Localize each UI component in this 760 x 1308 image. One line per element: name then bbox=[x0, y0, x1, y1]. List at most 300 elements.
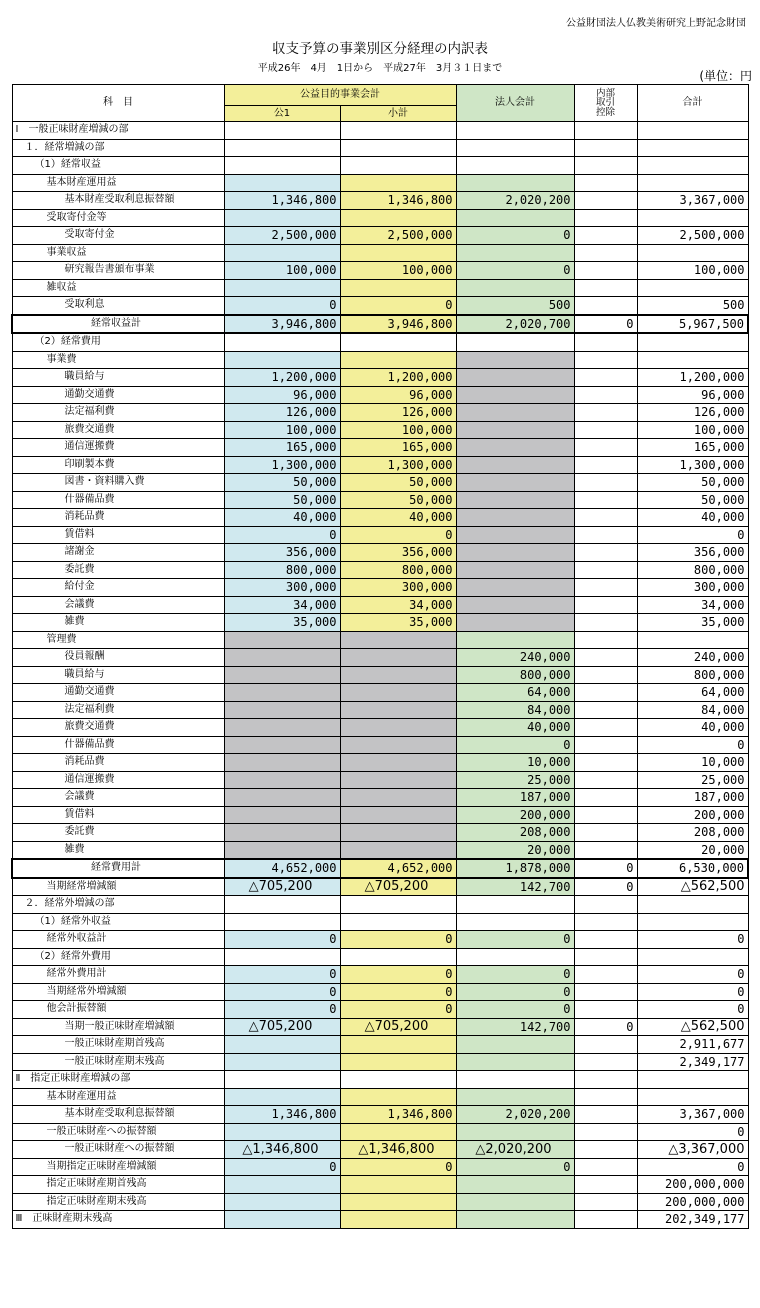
cell-corporate: 240,000 bbox=[456, 649, 574, 667]
header-corporate-account: 法人会計 bbox=[456, 85, 574, 122]
row-label: 一般正味財産への振替額 bbox=[12, 1141, 224, 1159]
cell-public-1: 165,000 bbox=[224, 439, 340, 457]
table-row bbox=[12, 824, 748, 842]
cell-subtotal: 165,000 bbox=[340, 439, 456, 457]
cell-corporate bbox=[456, 122, 574, 140]
cell-internal-elimination bbox=[574, 1088, 637, 1106]
table-row bbox=[12, 579, 748, 597]
cell-subtotal bbox=[340, 139, 456, 157]
cell-subtotal bbox=[340, 333, 456, 351]
cell-total: △562,500 bbox=[637, 878, 748, 896]
cell-subtotal bbox=[340, 1071, 456, 1089]
cell-public-1 bbox=[224, 719, 340, 737]
cell-subtotal bbox=[340, 754, 456, 772]
cell-public-1 bbox=[224, 649, 340, 667]
cell-subtotal bbox=[340, 913, 456, 931]
cell-total bbox=[637, 157, 748, 175]
row-label: 旅費交通費 bbox=[12, 719, 224, 737]
cell-total: 0 bbox=[637, 1001, 748, 1019]
table-row bbox=[12, 1106, 748, 1124]
cell-internal-elimination bbox=[574, 1001, 637, 1019]
cell-total: 100,000 bbox=[637, 421, 748, 439]
cell-subtotal bbox=[340, 736, 456, 754]
cell-subtotal: 126,000 bbox=[340, 404, 456, 422]
cell-subtotal: 0 bbox=[340, 966, 456, 984]
cell-corporate: 200,000 bbox=[456, 806, 574, 824]
row-label: 法定福利費 bbox=[12, 701, 224, 719]
cell-total: 500 bbox=[637, 297, 748, 315]
cell-total: 2,500,000 bbox=[637, 227, 748, 245]
cell-internal-elimination bbox=[574, 297, 637, 315]
table-row bbox=[12, 859, 748, 878]
cell-subtotal bbox=[340, 279, 456, 297]
cell-subtotal: 0 bbox=[340, 526, 456, 544]
cell-public-1 bbox=[224, 1053, 340, 1071]
cell-public-1 bbox=[224, 824, 340, 842]
cell-internal-elimination bbox=[574, 209, 637, 227]
cell-internal-elimination bbox=[574, 439, 637, 457]
cell-public-1: 4,652,000 bbox=[224, 859, 340, 878]
cell-public-1 bbox=[224, 666, 340, 684]
cell-subtotal: 100,000 bbox=[340, 421, 456, 439]
cell-corporate: 20,000 bbox=[456, 841, 574, 859]
table-body bbox=[12, 122, 748, 1229]
cell-total: 35,000 bbox=[637, 614, 748, 632]
cell-total bbox=[637, 351, 748, 369]
cell-subtotal bbox=[340, 631, 456, 649]
header-subject: 科 目 bbox=[12, 85, 224, 122]
row-label: ２．経常外増減の部 bbox=[12, 896, 224, 914]
cell-internal-elimination bbox=[574, 1211, 637, 1229]
cell-internal-elimination bbox=[574, 913, 637, 931]
row-label: 一般正味財産への振替額 bbox=[12, 1123, 224, 1141]
cell-corporate: 208,000 bbox=[456, 824, 574, 842]
table-row bbox=[12, 719, 748, 737]
row-label: 諸謝金 bbox=[12, 544, 224, 562]
row-label: 当期経常増減額 bbox=[12, 878, 224, 896]
cell-total: 800,000 bbox=[637, 561, 748, 579]
table-row bbox=[12, 1211, 748, 1229]
row-label: 賃借料 bbox=[12, 526, 224, 544]
cell-subtotal: 1,346,800 bbox=[340, 1106, 456, 1124]
cell-subtotal: 356,000 bbox=[340, 544, 456, 562]
cell-corporate: 0 bbox=[456, 227, 574, 245]
row-label: 給付金 bbox=[12, 579, 224, 597]
row-label: 基本財産運用益 bbox=[12, 174, 224, 192]
row-label: Ⅰ 一般正味財産増減の部 bbox=[12, 122, 224, 140]
cell-public-1: 1,300,000 bbox=[224, 456, 340, 474]
cell-corporate: 500 bbox=[456, 297, 574, 315]
table-row bbox=[12, 456, 748, 474]
table-row bbox=[12, 333, 748, 351]
cell-corporate bbox=[456, 404, 574, 422]
cell-total: △562,500 bbox=[637, 1018, 748, 1036]
cell-public-1 bbox=[224, 209, 340, 227]
cell-public-1: 800,000 bbox=[224, 561, 340, 579]
row-label: 法定福利費 bbox=[12, 404, 224, 422]
cell-internal-elimination bbox=[574, 1106, 637, 1124]
cell-public-1: 0 bbox=[224, 297, 340, 315]
cell-corporate bbox=[456, 456, 574, 474]
cell-internal-elimination: 0 bbox=[574, 1018, 637, 1036]
table-row bbox=[12, 878, 748, 896]
cell-public-1: △705,200 bbox=[224, 878, 340, 896]
cell-public-1 bbox=[224, 333, 340, 351]
cell-corporate: 800,000 bbox=[456, 666, 574, 684]
table-row bbox=[12, 1158, 748, 1176]
header-internal-elimination: 内部 取引 控除 bbox=[574, 85, 637, 122]
cell-public-1: 300,000 bbox=[224, 579, 340, 597]
row-label: 経常外費用計 bbox=[12, 966, 224, 984]
cell-internal-elimination bbox=[574, 157, 637, 175]
cell-public-1 bbox=[224, 244, 340, 262]
cell-corporate bbox=[456, 509, 574, 527]
table-row bbox=[12, 596, 748, 614]
cell-public-1 bbox=[224, 1036, 340, 1054]
cell-corporate bbox=[456, 596, 574, 614]
cell-total: 0 bbox=[637, 966, 748, 984]
cell-corporate: 0 bbox=[456, 1158, 574, 1176]
cell-public-1 bbox=[224, 1088, 340, 1106]
cell-public-1 bbox=[224, 1071, 340, 1089]
table-row bbox=[12, 806, 748, 824]
cell-subtotal bbox=[340, 701, 456, 719]
cell-public-1: 126,000 bbox=[224, 404, 340, 422]
cell-total: 34,000 bbox=[637, 596, 748, 614]
table-row bbox=[12, 754, 748, 772]
cell-public-1: 0 bbox=[224, 1158, 340, 1176]
cell-corporate bbox=[456, 174, 574, 192]
cell-corporate bbox=[456, 474, 574, 492]
unit-label: (単位：円 bbox=[699, 69, 752, 83]
table-row bbox=[12, 1018, 748, 1036]
cell-subtotal: 0 bbox=[340, 931, 456, 949]
cell-public-1 bbox=[224, 841, 340, 859]
cell-internal-elimination bbox=[574, 931, 637, 949]
cell-subtotal bbox=[340, 896, 456, 914]
cell-internal-elimination bbox=[574, 139, 637, 157]
cell-public-1 bbox=[224, 754, 340, 772]
table-row bbox=[12, 209, 748, 227]
cell-internal-elimination bbox=[574, 1071, 637, 1089]
cell-corporate bbox=[456, 896, 574, 914]
cell-subtotal: 800,000 bbox=[340, 561, 456, 579]
cell-corporate: 40,000 bbox=[456, 719, 574, 737]
row-label: 受取寄付金等 bbox=[12, 209, 224, 227]
table-row bbox=[12, 1001, 748, 1019]
cell-total: 1,300,000 bbox=[637, 456, 748, 474]
cell-public-1: △705,200 bbox=[224, 1018, 340, 1036]
cell-total bbox=[637, 1088, 748, 1106]
cell-total bbox=[637, 333, 748, 351]
cell-internal-elimination bbox=[574, 1053, 637, 1071]
cell-public-1: 100,000 bbox=[224, 421, 340, 439]
row-label: 経常収益計 bbox=[12, 315, 224, 334]
cell-total: 165,000 bbox=[637, 439, 748, 457]
cell-total bbox=[637, 244, 748, 262]
row-label: 通勤交通費 bbox=[12, 386, 224, 404]
cell-public-1 bbox=[224, 351, 340, 369]
row-label: 受取寄付金 bbox=[12, 227, 224, 245]
cell-subtotal: 50,000 bbox=[340, 474, 456, 492]
cell-public-1 bbox=[224, 174, 340, 192]
cell-total: △3,367,000 bbox=[637, 1141, 748, 1159]
table-row bbox=[12, 666, 748, 684]
row-label: 経常外収益計 bbox=[12, 931, 224, 949]
cell-total: 2,349,177 bbox=[637, 1053, 748, 1071]
cell-total: 84,000 bbox=[637, 701, 748, 719]
cell-total: 6,530,000 bbox=[637, 859, 748, 878]
cell-internal-elimination bbox=[574, 262, 637, 280]
cell-subtotal bbox=[340, 771, 456, 789]
table-row bbox=[12, 244, 748, 262]
table-row bbox=[12, 631, 748, 649]
row-label: 通信運搬費 bbox=[12, 439, 224, 457]
cell-subtotal: 3,946,800 bbox=[340, 315, 456, 334]
cell-internal-elimination bbox=[574, 386, 637, 404]
cell-total: 50,000 bbox=[637, 474, 748, 492]
row-label: 役員報酬 bbox=[12, 649, 224, 667]
row-label: １．経常増減の部 bbox=[12, 139, 224, 157]
table-row bbox=[12, 614, 748, 632]
cell-internal-elimination bbox=[574, 474, 637, 492]
cell-public-1 bbox=[224, 157, 340, 175]
table-row bbox=[12, 841, 748, 859]
cell-corporate: 0 bbox=[456, 966, 574, 984]
row-label: 当期指定正味財産増減額 bbox=[12, 1158, 224, 1176]
table-row bbox=[12, 351, 748, 369]
table-row bbox=[12, 948, 748, 966]
cell-public-1: 50,000 bbox=[224, 474, 340, 492]
header-subtotal: 小計 bbox=[340, 106, 456, 122]
cell-corporate: 1,878,000 bbox=[456, 859, 574, 878]
cell-corporate: 84,000 bbox=[456, 701, 574, 719]
cell-public-1 bbox=[224, 631, 340, 649]
cell-corporate bbox=[456, 421, 574, 439]
row-label: 職員給与 bbox=[12, 666, 224, 684]
table-row bbox=[12, 192, 748, 210]
cell-subtotal bbox=[340, 841, 456, 859]
cell-subtotal: 35,000 bbox=[340, 614, 456, 632]
row-label: 指定正味財産期首残高 bbox=[12, 1176, 224, 1194]
cell-internal-elimination bbox=[574, 333, 637, 351]
cell-total: 300,000 bbox=[637, 579, 748, 597]
cell-internal-elimination bbox=[574, 841, 637, 859]
table-row bbox=[12, 279, 748, 297]
cell-corporate bbox=[456, 333, 574, 351]
cell-internal-elimination bbox=[574, 948, 637, 966]
table-row bbox=[12, 262, 748, 280]
cell-internal-elimination bbox=[574, 631, 637, 649]
cell-total: 96,000 bbox=[637, 386, 748, 404]
table-row bbox=[12, 931, 748, 949]
cell-public-1: 35,000 bbox=[224, 614, 340, 632]
cell-public-1: 50,000 bbox=[224, 491, 340, 509]
cell-total: 0 bbox=[637, 1123, 748, 1141]
cell-total: 3,367,000 bbox=[637, 1106, 748, 1124]
table-row bbox=[12, 157, 748, 175]
cell-internal-elimination bbox=[574, 719, 637, 737]
cell-public-1 bbox=[224, 806, 340, 824]
table-row bbox=[12, 1053, 748, 1071]
table-row bbox=[12, 544, 748, 562]
cell-total: 126,000 bbox=[637, 404, 748, 422]
row-label: 通信運搬費 bbox=[12, 771, 224, 789]
cell-corporate: 0 bbox=[456, 983, 574, 1001]
cell-corporate bbox=[456, 1053, 574, 1071]
cell-total: 64,000 bbox=[637, 684, 748, 702]
cell-subtotal bbox=[340, 1088, 456, 1106]
cell-internal-elimination bbox=[574, 122, 637, 140]
cell-internal-elimination bbox=[574, 1123, 637, 1141]
cell-internal-elimination bbox=[574, 1158, 637, 1176]
row-label: 一般正味財産期首残高 bbox=[12, 1036, 224, 1054]
cell-corporate bbox=[456, 244, 574, 262]
cell-total: 200,000 bbox=[637, 806, 748, 824]
cell-corporate bbox=[456, 279, 574, 297]
cell-corporate bbox=[456, 561, 574, 579]
cell-subtotal bbox=[340, 122, 456, 140]
row-label: 印刷製本費 bbox=[12, 456, 224, 474]
cell-corporate bbox=[456, 1071, 574, 1089]
row-label: 事業費 bbox=[12, 351, 224, 369]
cell-subtotal bbox=[340, 1123, 456, 1141]
cell-corporate bbox=[456, 1211, 574, 1229]
cell-subtotal bbox=[340, 1176, 456, 1194]
cell-subtotal bbox=[340, 948, 456, 966]
cell-internal-elimination bbox=[574, 966, 637, 984]
table-row bbox=[12, 1036, 748, 1054]
cell-total: 5,967,500 bbox=[637, 315, 748, 334]
row-label: （1）経常外収益 bbox=[12, 913, 224, 931]
cell-subtotal: 1,346,800 bbox=[340, 192, 456, 210]
cell-corporate: 187,000 bbox=[456, 789, 574, 807]
row-label: 委託費 bbox=[12, 824, 224, 842]
cell-corporate bbox=[456, 948, 574, 966]
cell-public-1 bbox=[224, 1211, 340, 1229]
cell-subtotal: 2,500,000 bbox=[340, 227, 456, 245]
cell-public-1: 34,000 bbox=[224, 596, 340, 614]
cell-public-1 bbox=[224, 122, 340, 140]
table-row bbox=[12, 983, 748, 1001]
cell-subtotal bbox=[340, 1193, 456, 1211]
cell-corporate bbox=[456, 157, 574, 175]
row-label: 事業収益 bbox=[12, 244, 224, 262]
row-label: 通勤交通費 bbox=[12, 684, 224, 702]
table-row bbox=[12, 526, 748, 544]
cell-public-1: 3,946,800 bbox=[224, 315, 340, 334]
row-label: （2）経常費用 bbox=[12, 333, 224, 351]
cell-internal-elimination bbox=[574, 192, 637, 210]
cell-public-1 bbox=[224, 896, 340, 914]
row-label: 消耗品費 bbox=[12, 754, 224, 772]
cell-subtotal: △705,200 bbox=[340, 1018, 456, 1036]
cell-internal-elimination bbox=[574, 614, 637, 632]
cell-subtotal: 0 bbox=[340, 1001, 456, 1019]
cell-internal-elimination bbox=[574, 806, 637, 824]
cell-public-1 bbox=[224, 1193, 340, 1211]
cell-internal-elimination bbox=[574, 666, 637, 684]
cell-corporate bbox=[456, 631, 574, 649]
cell-public-1 bbox=[224, 701, 340, 719]
cell-internal-elimination bbox=[574, 1193, 637, 1211]
cell-corporate bbox=[456, 1036, 574, 1054]
cell-total: 0 bbox=[637, 526, 748, 544]
cell-corporate bbox=[456, 209, 574, 227]
table-row bbox=[12, 139, 748, 157]
cell-subtotal bbox=[340, 351, 456, 369]
header-public-1: 公1 bbox=[224, 106, 340, 122]
cell-total: 40,000 bbox=[637, 509, 748, 527]
row-label: 旅費交通費 bbox=[12, 421, 224, 439]
cell-internal-elimination bbox=[574, 174, 637, 192]
table-row bbox=[12, 649, 748, 667]
row-label: 他会計振替額 bbox=[12, 1001, 224, 1019]
cell-public-1: 100,000 bbox=[224, 262, 340, 280]
cell-public-1: △1,346,800 bbox=[224, 1141, 340, 1159]
cell-corporate bbox=[456, 614, 574, 632]
row-label: 基本財産運用益 bbox=[12, 1088, 224, 1106]
cell-internal-elimination bbox=[574, 896, 637, 914]
cell-corporate bbox=[456, 439, 574, 457]
cell-subtotal: 96,000 bbox=[340, 386, 456, 404]
cell-internal-elimination: 0 bbox=[574, 859, 637, 878]
cell-subtotal bbox=[340, 666, 456, 684]
cell-corporate: 2,020,200 bbox=[456, 192, 574, 210]
cell-corporate: △2,020,200 bbox=[456, 1141, 574, 1159]
cell-internal-elimination bbox=[574, 1141, 637, 1159]
table-row bbox=[12, 369, 748, 387]
cell-total bbox=[637, 948, 748, 966]
cell-corporate: 10,000 bbox=[456, 754, 574, 772]
cell-corporate bbox=[456, 386, 574, 404]
cell-internal-elimination bbox=[574, 701, 637, 719]
cell-internal-elimination bbox=[574, 351, 637, 369]
cell-total: 25,000 bbox=[637, 771, 748, 789]
cell-subtotal: 50,000 bbox=[340, 491, 456, 509]
cell-corporate: 0 bbox=[456, 262, 574, 280]
table-row bbox=[12, 913, 748, 931]
cell-corporate: 0 bbox=[456, 1001, 574, 1019]
row-label: （2）経常外費用 bbox=[12, 948, 224, 966]
cell-public-1 bbox=[224, 789, 340, 807]
row-label: 当期経常外増減額 bbox=[12, 983, 224, 1001]
cell-public-1: 2,500,000 bbox=[224, 227, 340, 245]
table-row bbox=[12, 509, 748, 527]
cell-corporate bbox=[456, 139, 574, 157]
cell-internal-elimination bbox=[574, 771, 637, 789]
cell-total: 10,000 bbox=[637, 754, 748, 772]
cell-corporate: 142,700 bbox=[456, 1018, 574, 1036]
cell-subtotal bbox=[340, 719, 456, 737]
cell-corporate bbox=[456, 491, 574, 509]
cell-total: 20,000 bbox=[637, 841, 748, 859]
cell-total: 187,000 bbox=[637, 789, 748, 807]
cell-total: 0 bbox=[637, 983, 748, 1001]
cell-total: 50,000 bbox=[637, 491, 748, 509]
cell-total: 3,367,000 bbox=[637, 192, 748, 210]
row-label: 什器備品費 bbox=[12, 491, 224, 509]
cell-total: 0 bbox=[637, 1158, 748, 1176]
table-row bbox=[12, 1193, 748, 1211]
cell-subtotal: 0 bbox=[340, 297, 456, 315]
document-title: 収支予算の事業別区分経理の内訳表 bbox=[272, 41, 488, 57]
cell-corporate bbox=[456, 1088, 574, 1106]
cell-total bbox=[637, 139, 748, 157]
cell-internal-elimination bbox=[574, 983, 637, 1001]
cell-subtotal bbox=[340, 649, 456, 667]
cell-internal-elimination bbox=[574, 789, 637, 807]
